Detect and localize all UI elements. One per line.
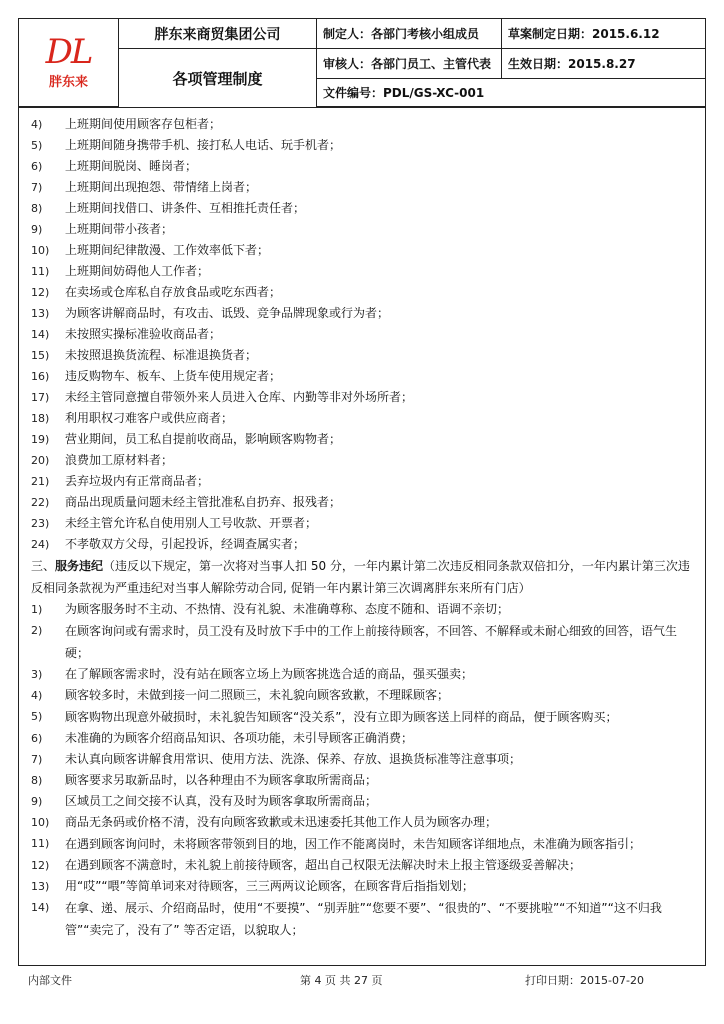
list-item [31,198,695,219]
item-text: 在了解顾客需求时，没有站在顾客立场上为顾客挑选合适的商品，强买强卖； [65,667,474,681]
item-text: 上班期间妨碍他人工作者； [65,264,210,278]
footer-page-number: 第 4 页 共 27 页 [300,974,383,987]
list-item [31,513,695,534]
document-page [18,18,706,966]
footer-internal-label: 内部文件 [28,974,72,987]
item-text: 顾客要求另取新品时，以各种理由不为顾客拿取所需商品； [65,773,378,787]
item-number: 8) [31,774,43,787]
list-item [31,492,695,513]
item-text: 商品出现质量问题未经主管批准私自扔弃、报残者； [65,495,342,509]
item-number: 8) [31,202,43,215]
item-number: 1) [31,603,43,616]
company-logo [45,32,92,72]
list-item [31,664,695,685]
section-heading: 服务违纪 [55,559,104,573]
item-text: 浪费加工原材料者； [65,453,174,467]
effective-date-field: 生效日期：2015.8.27 [502,49,705,79]
list-item [31,620,695,664]
list-item [31,387,695,408]
item-number: 7) [31,181,43,194]
list-item [31,791,695,812]
item-number: 21) [31,475,50,488]
item-text: 营业期间，员工私自提前收商品，影响顾客购物者； [65,432,342,446]
list-item [31,240,695,261]
item-number: 11) [31,265,50,278]
item-text: 商品无条码或价格不清，没有向顾客致歉或未迅速委托其他工作人员为顾客办理； [65,815,498,829]
item-number: 20) [31,454,50,467]
item-number: 4) [31,689,43,702]
list-item [31,345,695,366]
item-text: 上班期间随身携带手机、接打私人电话、玩手机者； [65,138,342,152]
list-item [31,833,695,855]
item-number: 10) [31,244,50,257]
logo-text: DL [45,32,92,72]
item-number: 3) [31,668,43,681]
item-text: 丢弃垃圾内有正常商品者； [65,474,210,488]
item-number: 22) [31,496,50,509]
document-title: 各项管理制度 [119,49,317,107]
item-text: 在卖场或仓库私自存放食品或吃东西者； [65,285,282,299]
document-number-field: 文件编号：PDL/GS-XC-001 [317,79,705,107]
reviewer-field: 审核人：各部门员工、主管代表 [317,49,502,79]
footer-print-date: 打印日期：2015-07-20 [525,974,644,987]
item-text: 顾客购物出现意外破损时，未礼貌告知顾客“没关系”，没有立即为顾客送上同样的商品，便于顾客购买； [65,710,618,724]
item-number: 9) [31,795,43,808]
section-service-violation [31,555,695,599]
item-number: 15) [31,349,50,362]
item-number: 4) [31,118,43,131]
document-body [19,107,705,941]
item-text: 上班期间找借口、讲条件、互相推托责任者； [65,201,306,215]
item-number: 24) [31,538,50,551]
list-item [31,685,695,706]
item-number: 11) [31,837,50,850]
item-text: 上班期间带小孩者； [65,222,174,236]
item-number: 9) [31,223,43,236]
item-number: 13) [31,307,50,320]
item-text: 违反购物车、板车、上货车使用规定者； [65,369,282,383]
list-item [31,706,695,728]
item-text: 未经主管同意擅自带领外来人员进入仓库、内勤等非对外场所者； [65,390,414,404]
item-text: 区域员工之间交接不认真，没有及时为顾客拿取所需商品； [65,794,378,808]
item-text: 未经主管允许私自使用别人工号收款、开票者； [65,516,318,530]
item-text: 未按照退换货流程、标准退换货者； [65,348,258,362]
list-item [31,897,695,941]
list-item [31,876,695,897]
item-number: 12) [31,286,50,299]
logo-cell [19,19,119,107]
item-number: 14) [31,328,50,341]
list-item [31,156,695,177]
item-number: 19) [31,433,50,446]
list-item [31,770,695,791]
list-item [31,599,695,620]
item-number: 2) [31,624,43,637]
violation-list-a [31,114,695,555]
item-number: 5) [31,710,43,723]
list-item [31,749,695,770]
list-item [31,135,695,156]
item-text: 上班期间纪律散漫、工作效率低下者； [65,243,270,257]
list-item [31,177,695,198]
item-text: 不孝敬双方父母，引起投诉，经调查属实者； [65,537,306,551]
item-number: 16) [31,370,50,383]
list-item [31,728,695,749]
item-number: 14) [31,901,50,914]
item-text: 为顾客服务时不主动、不热情、没有礼貌、未准确尊称、态度不随和、语调不亲切； [65,602,510,616]
item-text: 未准确的为顾客介绍商品知识、各项功能，未引导顾客正确消费； [65,731,414,745]
item-number: 10) [31,816,50,829]
item-text: 在顾客询问或有需求时，员工没有及时放下手中的工作上前接待顾客，不回答、不解释或未耐心细致的回答，语气生硬； [65,624,678,660]
list-item [31,303,695,324]
item-number: 6) [31,160,43,173]
item-text: 未认真向顾客讲解食用常识、使用方法、洗涤、保养、存放、退换货标准等注意事项； [65,752,522,766]
list-item [31,219,695,240]
item-number: 23) [31,517,50,530]
item-number: 18) [31,412,50,425]
list-item [31,282,695,303]
list-item [31,534,695,555]
item-text: 在遇到顾客询问时，未将顾客带领到目的地，因工作不能离岗时，未告知顾客详细地点，未准确为顾客指引； [65,837,642,851]
list-item [31,114,695,135]
item-text: 顾客较多时，未做到接一问二照顾三，未礼貌向顾客致歉，不理睬顾客； [65,688,450,702]
list-item [31,324,695,345]
item-number: 12) [31,859,50,872]
item-number: 5) [31,139,43,152]
list-item [31,855,695,876]
item-text: 上班期间出现抱怨、带情绪上岗者； [65,180,258,194]
list-item [31,261,695,282]
list-item [31,471,695,492]
item-text: 上班期间脱岗、睡岗者； [65,159,198,173]
page-footer [0,972,724,992]
item-text: 用“哎”“喂”等简单词来对待顾客，三三两两议论顾客，在顾客背后指指划划； [65,879,474,893]
section-prefix: 三、 [31,559,56,573]
item-number: 13) [31,880,50,893]
item-text: 上班期间使用顾客存包柜者； [65,117,222,131]
list-item [31,812,695,833]
item-text: 在遇到顾客不满意时，未礼貌上前接待顾客，超出自己权限无法解决时未上报主管逐级妥善解决； [65,858,582,872]
draft-date-field: 草案制定日期：2015.6.12 [502,19,705,49]
logo-subtitle: 胖东来 [48,75,88,90]
item-text: 为顾客讲解商品时，有攻击、诋毁、竞争品牌现象或行为者； [65,306,390,320]
item-text: 利用职权刁难客户或供应商者； [65,411,234,425]
violation-list-b [31,599,695,941]
list-item [31,450,695,471]
maker-field: 制定人：各部门考核小组成员 [317,19,502,49]
list-item [31,408,695,429]
item-number: 7) [31,753,43,766]
list-item [31,366,695,387]
section-body: （违反以下规定，第一次将对当事人扣 50 分，一年内累计第二次违反相同条款双倍扣分，一年内累计第三次违反相同条款视为严重违纪对当事人解除劳动合同, 促销一年内累计第三次调离胖东来所有门店） [31,559,690,595]
company-name: 胖东来商贸集团公司 [119,19,317,49]
item-text: 未按照实操标准验收商品者； [65,327,222,341]
item-number: 6) [31,732,43,745]
list-item [31,429,695,450]
document-header [19,19,705,107]
item-text: 在拿、递、展示、介绍商品时，使用“不要摸”、“别弄脏”“您要不要”、“很贵的”、“不要挑啦”“不知道”“这不归我管”“卖完了，没有了” 等否定语，以貌取人； [65,901,662,937]
item-number: 17) [31,391,50,404]
